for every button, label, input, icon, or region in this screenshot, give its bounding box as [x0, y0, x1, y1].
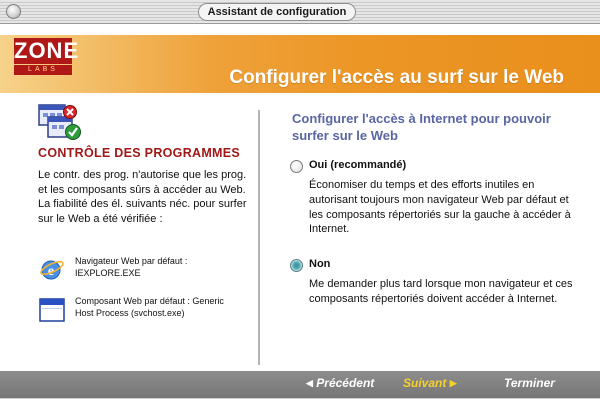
- app-filename: IEXPLORE.EXE: [75, 268, 141, 278]
- app-text: [75, 295, 255, 319]
- status-strip: [0, 398, 600, 412]
- title-bar[interactable]: [0, 0, 600, 24]
- option-description: Me demander plus tard lorsque mon navigateur et ces composants répertoriés doivent accéder à Internet.: [309, 278, 573, 305]
- zonelabs-logo: [14, 38, 78, 84]
- left-panel: [0, 95, 258, 371]
- window-title: Assistant de configuration: [198, 3, 356, 21]
- app-row-component: [38, 295, 258, 327]
- app-filename: Host Process (svchost.exe): [75, 308, 185, 318]
- back-label: Précédent: [316, 376, 375, 390]
- logo-subtext: LABS: [14, 65, 72, 75]
- close-button[interactable]: [6, 4, 21, 19]
- application-window-icon: [38, 295, 66, 323]
- section-heading: CONTRÔLE DES PROGRAMMES: [38, 146, 241, 160]
- app-label: Navigateur Web par défaut :: [75, 256, 188, 266]
- right-panel: [262, 95, 600, 371]
- internet-explorer-icon: [38, 255, 66, 283]
- finish-label: Terminer: [504, 376, 555, 390]
- back-button[interactable]: [306, 376, 374, 390]
- footer-bar: [0, 371, 600, 398]
- logo-wordmark: ZONE: [14, 38, 80, 63]
- arrow-left-icon: ◀: [306, 378, 313, 388]
- radio-yes[interactable]: [290, 160, 303, 173]
- next-button[interactable]: [403, 376, 457, 390]
- program-control-icon: [38, 103, 82, 141]
- option-description: Économiser du temps et des efforts inutiles en autorisant toujours mon navigateur Web par défaut et les composants répertoriés sur la gauche à accéder à Internet.: [309, 179, 571, 236]
- option-label[interactable]: Non: [309, 258, 331, 270]
- app-row-browser: [38, 255, 258, 287]
- arrow-right-icon: ▶: [449, 378, 457, 388]
- header: [0, 24, 600, 95]
- finish-button[interactable]: [504, 376, 555, 390]
- option-label[interactable]: Oui (recommandé): [309, 159, 407, 171]
- app-text: [75, 255, 255, 279]
- section-description: Le contr. des prog. n'autorise que les prog. et les composants sûrs à accéder au Web. La fiabilité des él. suivants néc. pour surfer sur le Web a été vérifiée :: [38, 169, 247, 225]
- page-title: Configurer l'accès au surf sur le Web: [229, 67, 564, 88]
- next-label: Suivant: [403, 376, 447, 390]
- panel-divider: [258, 110, 260, 365]
- right-heading: Configurer l'accès à Internet pour pouvoir surfer sur le Web: [292, 111, 551, 143]
- svg-text:e: e: [47, 264, 55, 279]
- radio-no[interactable]: [290, 259, 303, 272]
- app-label: Composant Web par défaut : Generic: [75, 296, 224, 306]
